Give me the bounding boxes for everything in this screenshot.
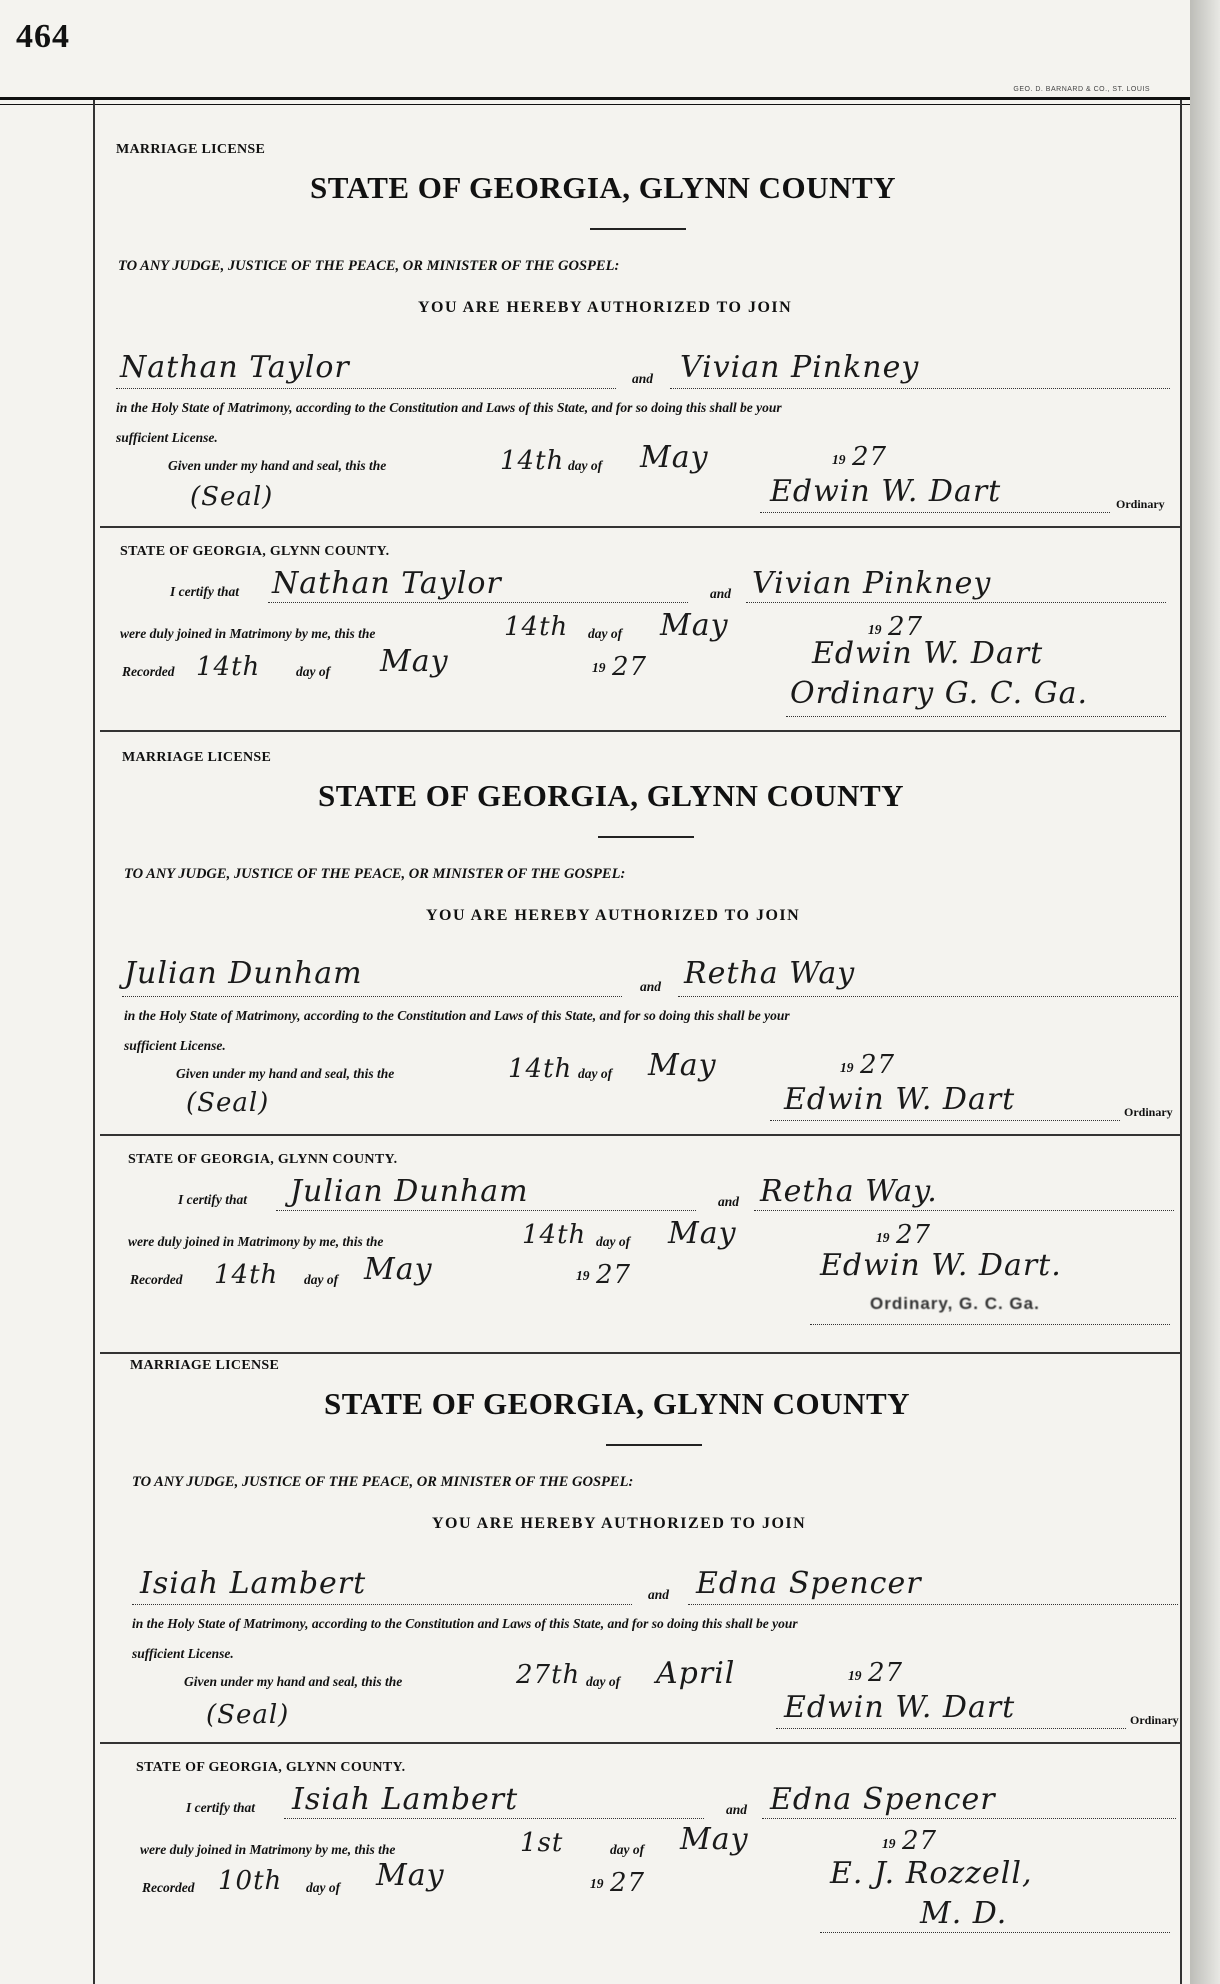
license-year: 27 <box>860 1050 896 1080</box>
license-month: May <box>648 1048 717 1083</box>
cert-and-label: and <box>710 586 732 601</box>
married-month: May <box>680 1822 749 1857</box>
license-cert-divider <box>100 1742 1182 1744</box>
and-label: and <box>648 1587 670 1602</box>
given-text: Given under my hand and seal, this the <box>184 1674 403 1689</box>
officiant-underline <box>810 1324 1170 1325</box>
authorized-line: YOU ARE HEREBY AUTHORIZED TO JOIN <box>432 1515 807 1532</box>
top-rule-thin <box>0 104 1190 105</box>
officiant-signature: Edwin W. Dart <box>812 636 1044 671</box>
authorized-line: YOU ARE HEREBY AUTHORIZED TO JOIN <box>426 907 801 924</box>
certify-text: I certify that <box>170 584 239 599</box>
page-number: 464 <box>16 18 70 55</box>
license-month: May <box>640 440 709 475</box>
officiant-signature: E. J. Rozzell, <box>830 1856 1033 1891</box>
license-day: 27th <box>516 1660 581 1690</box>
recorded-year-prefix: 19 <box>592 660 606 675</box>
sufficient-text: sufficient License. <box>116 430 218 445</box>
certify-text: I certify that <box>178 1192 247 1207</box>
seal-mark: (Seal) <box>186 1088 270 1118</box>
cert-groom-name: Nathan Taylor <box>272 566 502 601</box>
cert-groom-underline <box>276 1210 696 1211</box>
cert-groom-name: Julian Dunham <box>290 1174 529 1209</box>
officiant-signature: Edwin W. Dart. <box>820 1248 1062 1283</box>
cert-groom-underline <box>284 1818 704 1819</box>
given-text: Given under my hand and seal, this the <box>176 1066 395 1081</box>
married-year-prefix: 19 <box>868 622 882 637</box>
title-underline <box>606 1444 702 1446</box>
right-margin-rule <box>1180 100 1182 1984</box>
married-day: 1st <box>520 1828 564 1858</box>
recorded-year: 27 <box>610 1868 646 1898</box>
signature-underline <box>776 1728 1126 1729</box>
cert-and-label: and <box>718 1194 740 1209</box>
cert-groom-name: Isiah Lambert <box>292 1782 519 1817</box>
cert-bride-underline <box>762 1818 1176 1819</box>
bride-underline <box>670 388 1170 389</box>
record-divider <box>100 730 1182 732</box>
recorded-month: May <box>376 1858 445 1893</box>
groom-name: Nathan Taylor <box>120 350 350 385</box>
license-heading: MARRIAGE LICENSE <box>116 142 266 157</box>
recorded-day-of-label: day of <box>306 1880 341 1895</box>
recorded-day: 14th <box>196 652 261 682</box>
recorded-day: 14th <box>214 1260 279 1290</box>
recorded-day-of-label: day of <box>296 664 331 679</box>
married-month: May <box>660 608 729 643</box>
signature-underline <box>770 1120 1120 1121</box>
seal-mark: (Seal) <box>206 1700 290 1730</box>
year-prefix: 19 <box>840 1060 854 1075</box>
cert-bride-underline <box>746 602 1166 603</box>
certify-text: I certify that <box>186 1800 255 1815</box>
title-underline <box>598 836 694 838</box>
license-year: 27 <box>868 1658 904 1688</box>
married-year: 27 <box>888 612 924 642</box>
recorded-year-prefix: 19 <box>590 1876 604 1891</box>
married-day-of-label: day of <box>588 626 623 641</box>
officiant-underline <box>820 1932 1170 1933</box>
groom-underline <box>122 996 622 997</box>
ordinary-signature: Edwin W. Dart <box>784 1690 1016 1725</box>
duly-joined-text: were duly joined in Matrimony by me, this the <box>120 626 376 641</box>
groom-name: Isiah Lambert <box>140 1566 367 1601</box>
cert-bride-name: Retha Way. <box>760 1174 938 1209</box>
and-label: and <box>632 371 654 386</box>
bride-underline <box>688 1604 1178 1605</box>
signature-underline <box>760 512 1110 513</box>
left-margin-rule <box>93 100 95 1984</box>
bride-underline <box>678 996 1178 997</box>
recorded-day-of-label: day of <box>304 1272 339 1287</box>
year-prefix: 19 <box>848 1668 862 1683</box>
license-heading: MARRIAGE LICENSE <box>130 1358 280 1373</box>
married-day-of-label: day of <box>596 1234 631 1249</box>
married-year-prefix: 19 <box>882 1836 896 1851</box>
recorded-year: 27 <box>596 1260 632 1290</box>
record-divider <box>100 1352 1182 1354</box>
groom-underline <box>132 1604 632 1605</box>
recorded-label: Recorded <box>122 664 175 679</box>
top-rule <box>0 97 1190 100</box>
married-day: 14th <box>522 1220 587 1250</box>
bride-name: Vivian Pinkney <box>680 350 920 385</box>
license-day: 14th <box>508 1054 573 1084</box>
recorded-year-prefix: 19 <box>576 1268 590 1283</box>
married-month: May <box>668 1216 737 1251</box>
license-month: April <box>656 1656 736 1691</box>
officiant-underline <box>786 716 1166 717</box>
officiant-title-stamp: Ordinary, G. C. Ga. <box>870 1294 1040 1313</box>
day-of-label: day of <box>586 1674 621 1689</box>
cert-heading: STATE OF GEORGIA, GLYNN COUNTY. <box>136 1760 406 1775</box>
cert-groom-underline <box>268 602 688 603</box>
license-day: 14th <box>500 446 565 476</box>
holy-state-text: in the Holy State of Matrimony, according to the Constitution and Laws of this State, and for so doing this shall be your <box>124 1008 790 1023</box>
authorized-line: YOU ARE HEREBY AUTHORIZED TO JOIN <box>418 299 793 316</box>
seal-mark: (Seal) <box>190 482 274 512</box>
cert-heading: STATE OF GEORGIA, GLYNN COUNTY. <box>120 544 390 559</box>
married-year-prefix: 19 <box>876 1230 890 1245</box>
recorded-month: May <box>380 644 449 679</box>
cert-bride-underline <box>754 1210 1174 1211</box>
cert-bride-name: Edna Spencer <box>770 1782 996 1817</box>
duly-joined-text: were duly joined in Matrimony by me, this the <box>140 1842 396 1857</box>
license-title: STATE OF GEORGIA, GLYNN COUNTY <box>310 170 897 205</box>
title-underline <box>590 228 686 230</box>
married-year: 27 <box>902 1826 938 1856</box>
recorded-label: Recorded <box>130 1272 183 1287</box>
recorded-label: Recorded <box>142 1880 195 1895</box>
ordinary-label: Ordinary <box>1116 497 1165 511</box>
to-any-line: TO ANY JUDGE, JUSTICE OF THE PEACE, OR MINISTER OF THE GOSPEL: <box>118 258 620 274</box>
groom-name: Julian Dunham <box>124 956 363 991</box>
license-title: STATE OF GEORGIA, GLYNN COUNTY <box>324 1386 911 1421</box>
cert-and-label: and <box>726 1802 748 1817</box>
day-of-label: day of <box>578 1066 613 1081</box>
holy-state-text: in the Holy State of Matrimony, according to the Constitution and Laws of this State, and for so doing this shall be your <box>116 400 782 415</box>
holy-state-text: in the Holy State of Matrimony, according to the Constitution and Laws of this State, and for so doing this shall be your <box>132 1616 798 1631</box>
year-prefix: 19 <box>832 452 846 467</box>
license-cert-divider <box>100 1134 1182 1136</box>
page-edge <box>1190 0 1220 1984</box>
groom-underline <box>116 388 616 389</box>
recorded-month: May <box>364 1252 433 1287</box>
ordinary-signature: Edwin W. Dart <box>770 474 1002 509</box>
ordinary-label: Ordinary <box>1130 1713 1179 1727</box>
married-day: 14th <box>504 612 569 642</box>
cert-heading: STATE OF GEORGIA, GLYNN COUNTY. <box>128 1152 398 1167</box>
recorded-day: 10th <box>218 1866 283 1896</box>
given-text: Given under my hand and seal, this the <box>168 458 387 473</box>
to-any-line: TO ANY JUDGE, JUSTICE OF THE PEACE, OR MINISTER OF THE GOSPEL: <box>124 866 626 882</box>
day-of-label: day of <box>568 458 603 473</box>
officiant-title: M. D. <box>920 1896 1008 1931</box>
license-title: STATE OF GEORGIA, GLYNN COUNTY <box>318 778 905 813</box>
duly-joined-text: were duly joined in Matrimony by me, this the <box>128 1234 384 1249</box>
officiant-title: Ordinary G. C. Ga. <box>790 676 1089 711</box>
sufficient-text: sufficient License. <box>124 1038 226 1053</box>
license-cert-divider <box>100 526 1182 528</box>
ordinary-signature: Edwin W. Dart <box>784 1082 1016 1117</box>
sufficient-text: sufficient License. <box>132 1646 234 1661</box>
cert-bride-name: Vivian Pinkney <box>752 566 992 601</box>
married-year: 27 <box>896 1220 932 1250</box>
bride-name: Edna Spencer <box>696 1566 922 1601</box>
printer-imprint: GEO. D. BARNARD & CO., ST. LOUIS <box>1013 86 1150 93</box>
bride-name: Retha Way <box>684 956 856 991</box>
recorded-year: 27 <box>612 652 648 682</box>
license-year: 27 <box>852 442 888 472</box>
license-heading: MARRIAGE LICENSE <box>122 750 272 765</box>
married-day-of-label: day of <box>610 1842 645 1857</box>
to-any-line: TO ANY JUDGE, JUSTICE OF THE PEACE, OR MINISTER OF THE GOSPEL: <box>132 1474 634 1490</box>
ordinary-label: Ordinary <box>1124 1105 1173 1119</box>
and-label: and <box>640 979 662 994</box>
